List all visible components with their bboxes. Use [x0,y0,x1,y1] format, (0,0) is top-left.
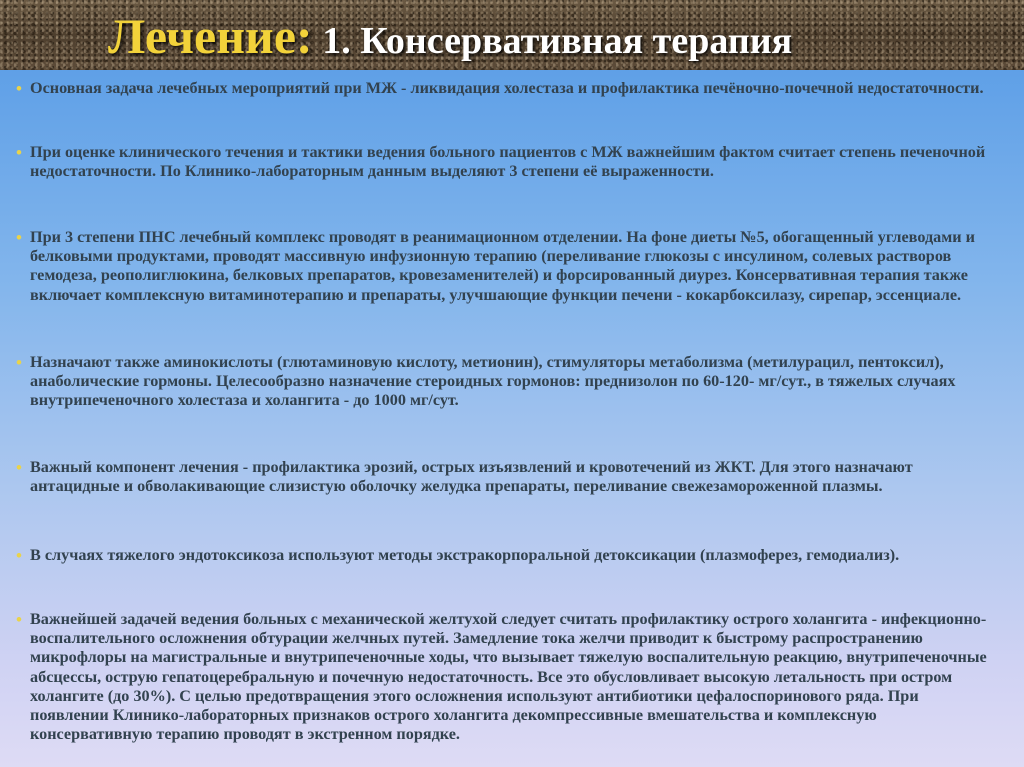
bullet-marker: • [16,546,22,565]
slide-title [108,6,792,72]
bullet-item [0,458,1024,496]
title-rest: 1. Консервативная терапия [312,20,793,62]
bullet-marker: • [16,458,22,477]
bullet-item [0,228,1024,305]
bullet-text: Важный компонент лечения - профилактика эрозий, острых изъязвлений и кровотечений из ЖКТ. Для этого назначают антацидные и обволакивающие слизистую оболочку желудка препараты, переливание свежезамороженной плазмы. [30,458,913,496]
bullet-item [0,610,1024,744]
bullet-text: При 3 степени ПНС лечебный комплекс проводят в реанимационном отделении. На фоне диеты №5, обогащенный углеводами и белковыми продуктами, проводят массивную инфузионную терапию (переливание глюкозы с инсулином, солевых растворов гемодеза, реополиглюкина, белковых препаратов, кровезаменителей) и форсированный диурез. Консервативная терапия также включает комплексную витаминотерапию и препараты, улучшающие функции печени - кокарбоксилазу, сирепар, эссенциале. [30,228,975,304]
title-lead: Лечение: [108,8,313,64]
bullet-text: Важнейшей задачей ведения больных с механической желтухой следует считать профилактику острого холангита - инфекционно-воспалительного осложнения обтурации желчных путей. Замедление тока желчи приводит к быстрому распространению микрофлоры на магистральные и внутрипеченочные ходы, что вызывает тяжелую воспалительную реакцию, внутрипеченочные абсцессы, острую гепатоцеребральную и почечную недостаточность. Все это обусловливает высокую летальность при остром холангите (до 30%). С целью предотвращения этого осложнения используют антибиотики цефалоспоринового ряда. При появлении Клинико-лабораторных признаков острого холангита декомпрессивные вмешательства и комплексную консервативную терапию проводят в экстренном порядке. [30,610,987,744]
bullet-item [0,546,1024,565]
bullet-text: Основная задача лечебных мероприятий при МЖ - ликвидация холестаза и профилактика печёночно-почечной недостаточности. [30,79,984,97]
bullet-marker: • [16,143,22,162]
bullet-item [0,143,1024,181]
title-bar [0,0,1024,70]
bullet-marker: • [16,353,22,372]
bullet-text: Назначают также аминокислоты (глютаминовую кислоту, метионин), стимуляторы метаболизма (метилурацил, пентоксил), анаболические гормоны. Целесообразно назначение стероидных гормонов: преднизолон по 60-120- мг/сут., в тяжелых случаях внутрипеченочного холестаза и холангита - до 1000 мг/сут. [30,353,956,410]
bullet-text: При оценке клинического течения и тактики ведения больного пациентов с МЖ важнейшим фактом считает степень печеночной недостаточности. По Клинико-лабораторным данным выделяют 3 степени её выраженности. [30,143,986,181]
slide-content [0,70,1024,767]
bullet-marker: • [16,79,22,98]
bullet-marker: • [16,228,22,247]
bullet-marker: • [16,610,22,629]
bullet-item [0,79,1024,98]
bullet-text: В случаях тяжелого эндотоксикоза используют методы экстракорпоральной детоксикации (плазмоферез, гемодиализ). [30,546,900,564]
bullet-item [0,353,1024,411]
